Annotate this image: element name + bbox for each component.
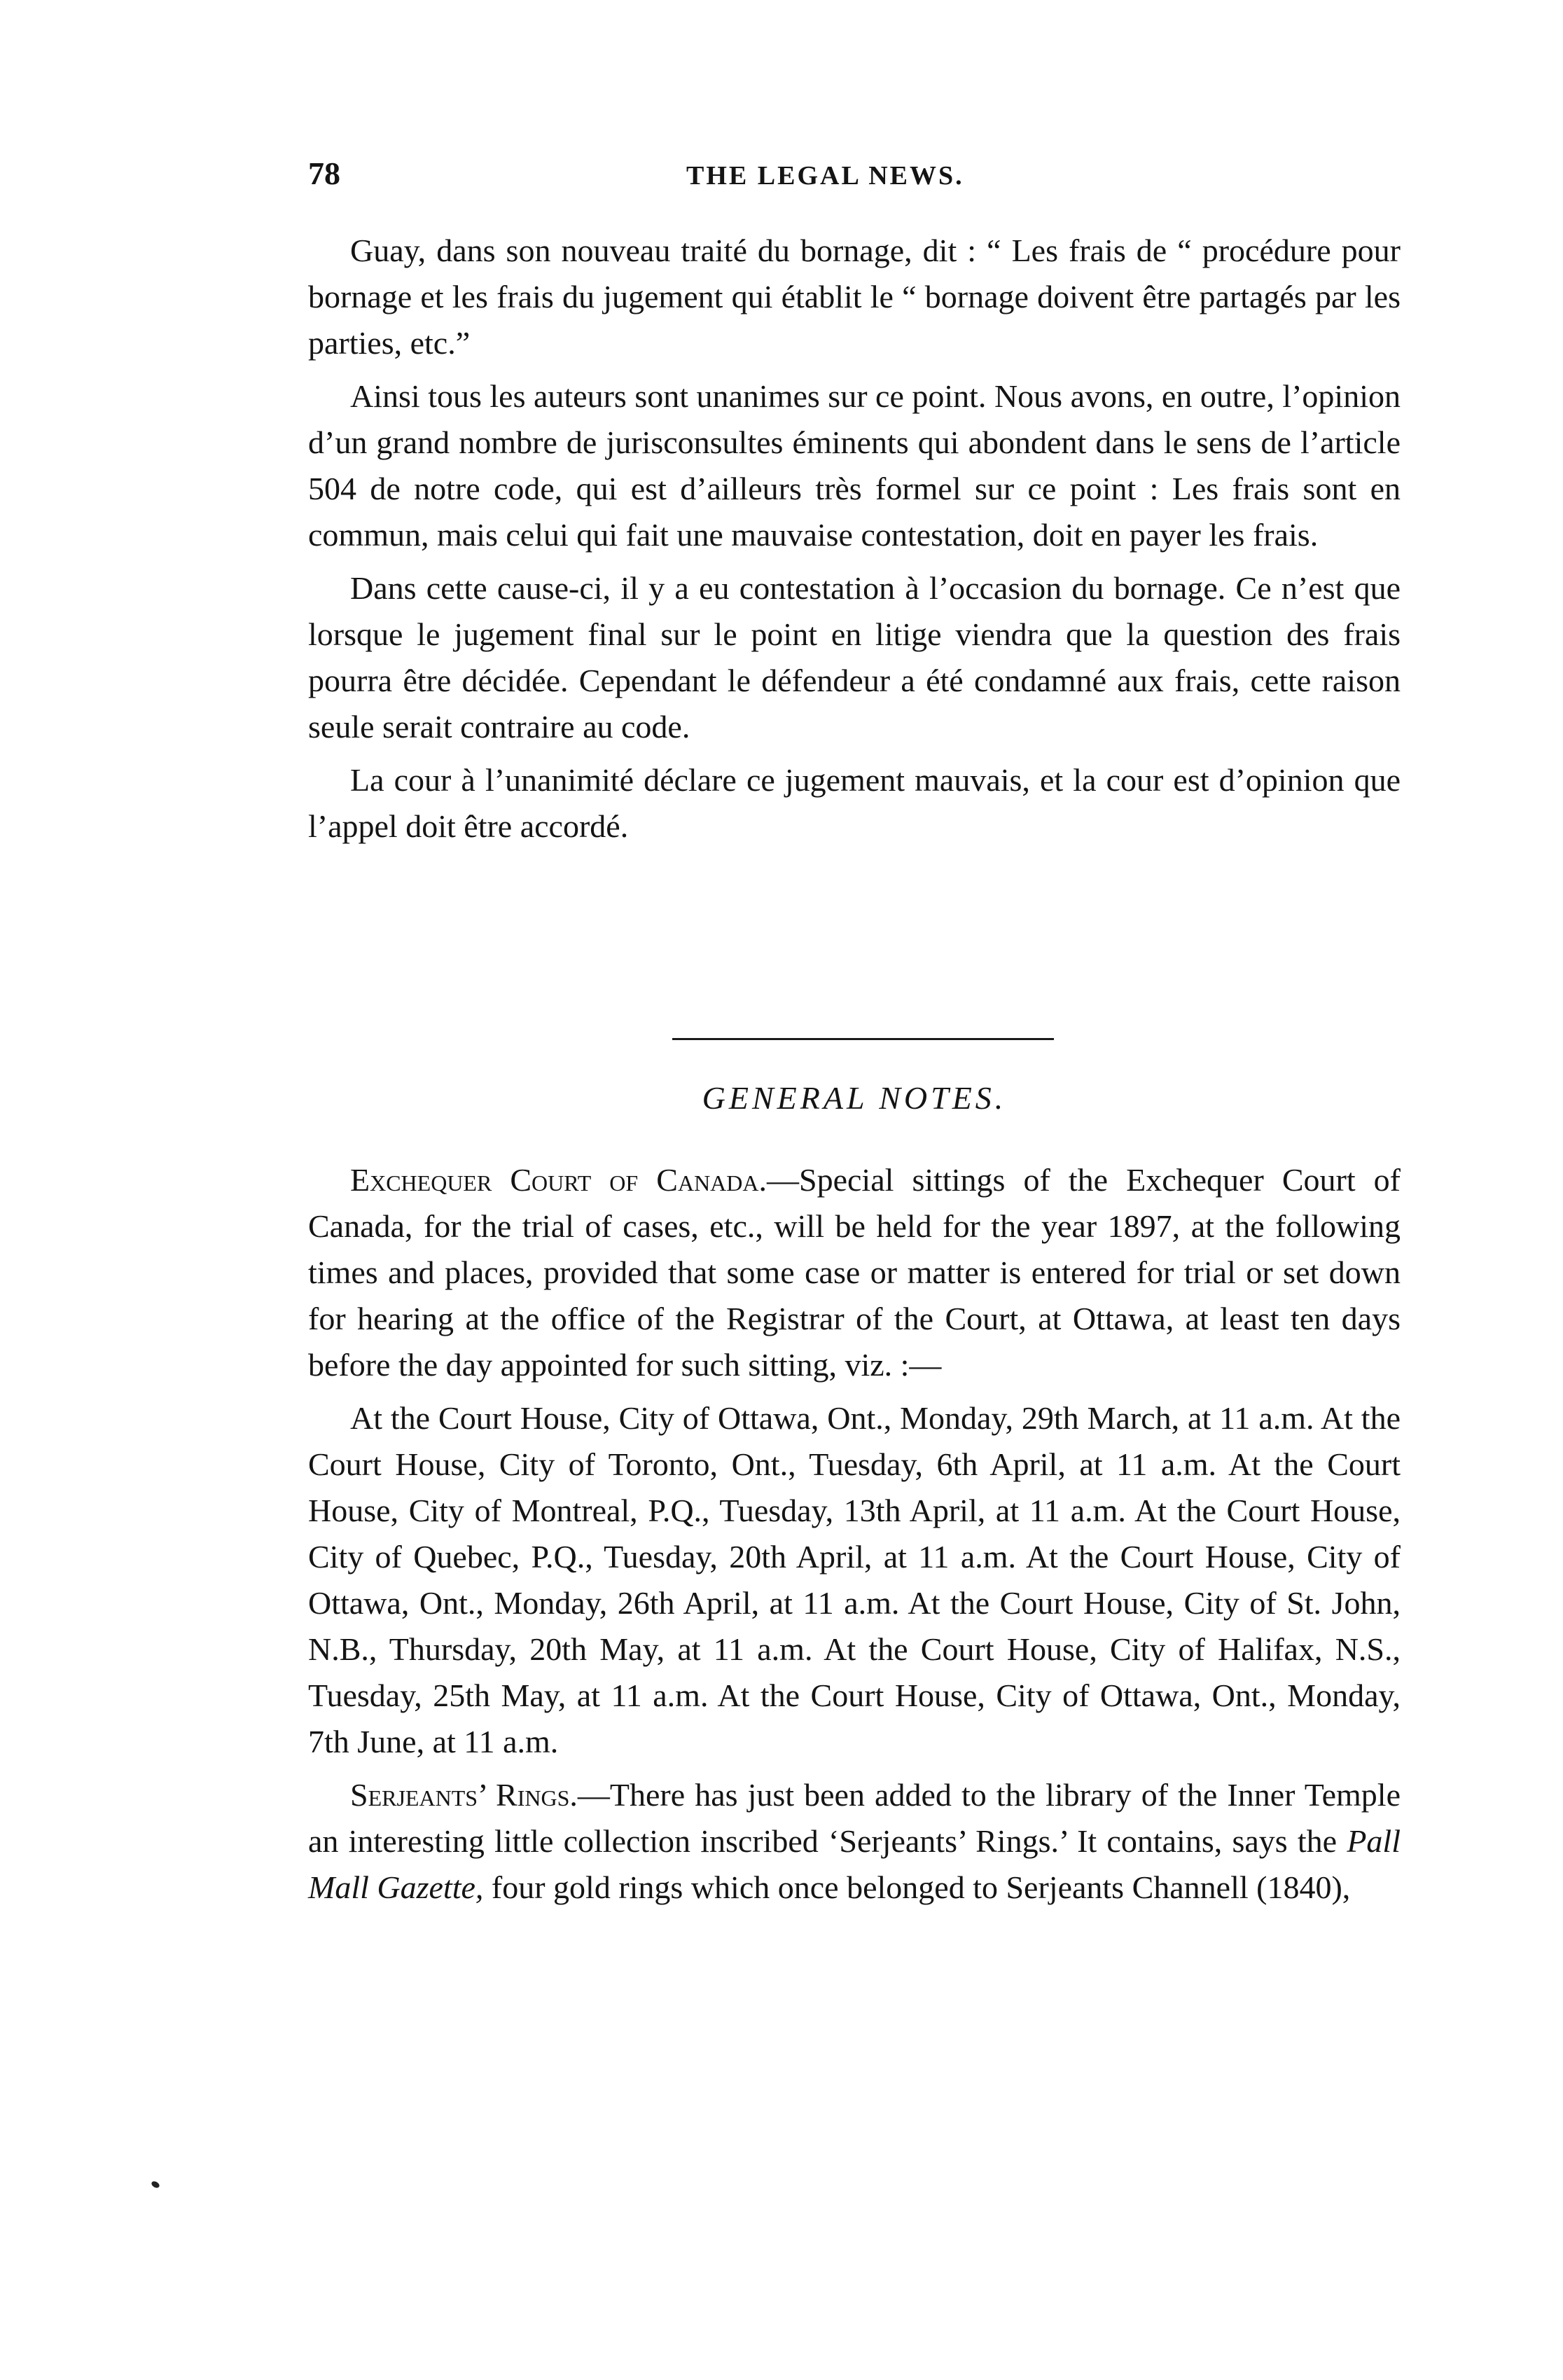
section-title: GENERAL NOTES. xyxy=(702,1080,1007,1116)
french-judgment-text xyxy=(308,228,1401,857)
paragraph-guay-quote: Guay, dans son nouveau traité du bornage, dit : “ Les frais de “ procédure pour bornage et les frais du jugement qui établit le “ bornage doivent être partagés par les parties, etc.” xyxy=(308,233,1401,361)
page-number: 78 xyxy=(308,155,340,191)
exchequer-intro: —Special sittings of the Exchequer Court of Canada, for the trial of cases, etc., will be held for the year 1897, at the following times and places, provided that some case or matter is entered for trial or set down for hearing at the office of the Registrar of the Court, at Ottawa, at least ten days before the day appointed for such sitting, viz. :— xyxy=(308,1162,1401,1383)
paragraph-schedule: At the Court House, City of Ottawa, Ont., Monday, 29th March, at 11 a.m. At the Court House, City of Toronto, Ont., Tuesday, 6th April, at 11 a.m. At the Court House, City of Montreal, P.Q., Tuesday, 13th April, at 11 a.m. At the Court House, City of Quebec, P.Q., Tuesday, 20th April, at 11 a.m. At the Court House, City of Ottawa, Ont., Monday, 26th April, at 11 a.m. At the Court House, City of St. John, N.B., Thursday, 20th May, at 11 a.m. At the Court House, City of Halifax, N.S., Tuesday, 25th May, at 11 a.m. At the Court House, City of Ottawa, Ont., Monday, 7th June, at 11 a.m. xyxy=(308,1400,1401,1759)
running-head: THE LEGAL NEWS. xyxy=(686,161,964,191)
paragraph-contestation: Dans cette cause-ci, il y a eu contestation à l’occasion du bornage. Ce n’est que lorsque le jugement final sur le point en litige viendra que la question des frais pourra être décidée. Cependant le défendeur a été condamné aux frais, cette raison seule serait contraire au code. xyxy=(308,570,1401,745)
exchequer-heading: Exchequer Court of Canada. xyxy=(350,1162,767,1198)
serjeants-heading: Serjeants’ Rings. xyxy=(350,1777,578,1813)
paragraph-auteurs: Ainsi tous les auteurs sont unanimes sur ce point. Nous avons, en outre, l’opinion d’un grand nombre de jurisconsultes éminents qui abondent dans le sens de l’article 504 de notre code, qui est d’ailleurs très formel sur ce point : Les frais sont en commun, mais celui qui fait une mauvaise contestation, doit en payer les frais. xyxy=(308,378,1401,553)
ink-speck xyxy=(151,2180,160,2189)
section-divider xyxy=(672,1038,1054,1040)
serjeants-text-before: —There has just been added to the library of the Inner Temple an interesting little collection inscribed ‘Serjeants’ Rings.’ It contains, says the xyxy=(308,1777,1401,1859)
general-notes-text xyxy=(308,1157,1401,1918)
publication-name: Pall Mall Gazette, xyxy=(308,1823,1401,1905)
paragraph-serjeants xyxy=(308,1772,1401,1911)
page-header xyxy=(308,154,1401,196)
serjeants-text-after: four gold rings which once belonged to Serjeants Channell (1840), xyxy=(483,1869,1351,1905)
paragraph-exchequer xyxy=(308,1157,1401,1388)
paragraph-decision: La cour à l’unanimité déclare ce jugement mauvais, et la cour est d’opinion que l’appel doit être accordé. xyxy=(308,762,1401,844)
